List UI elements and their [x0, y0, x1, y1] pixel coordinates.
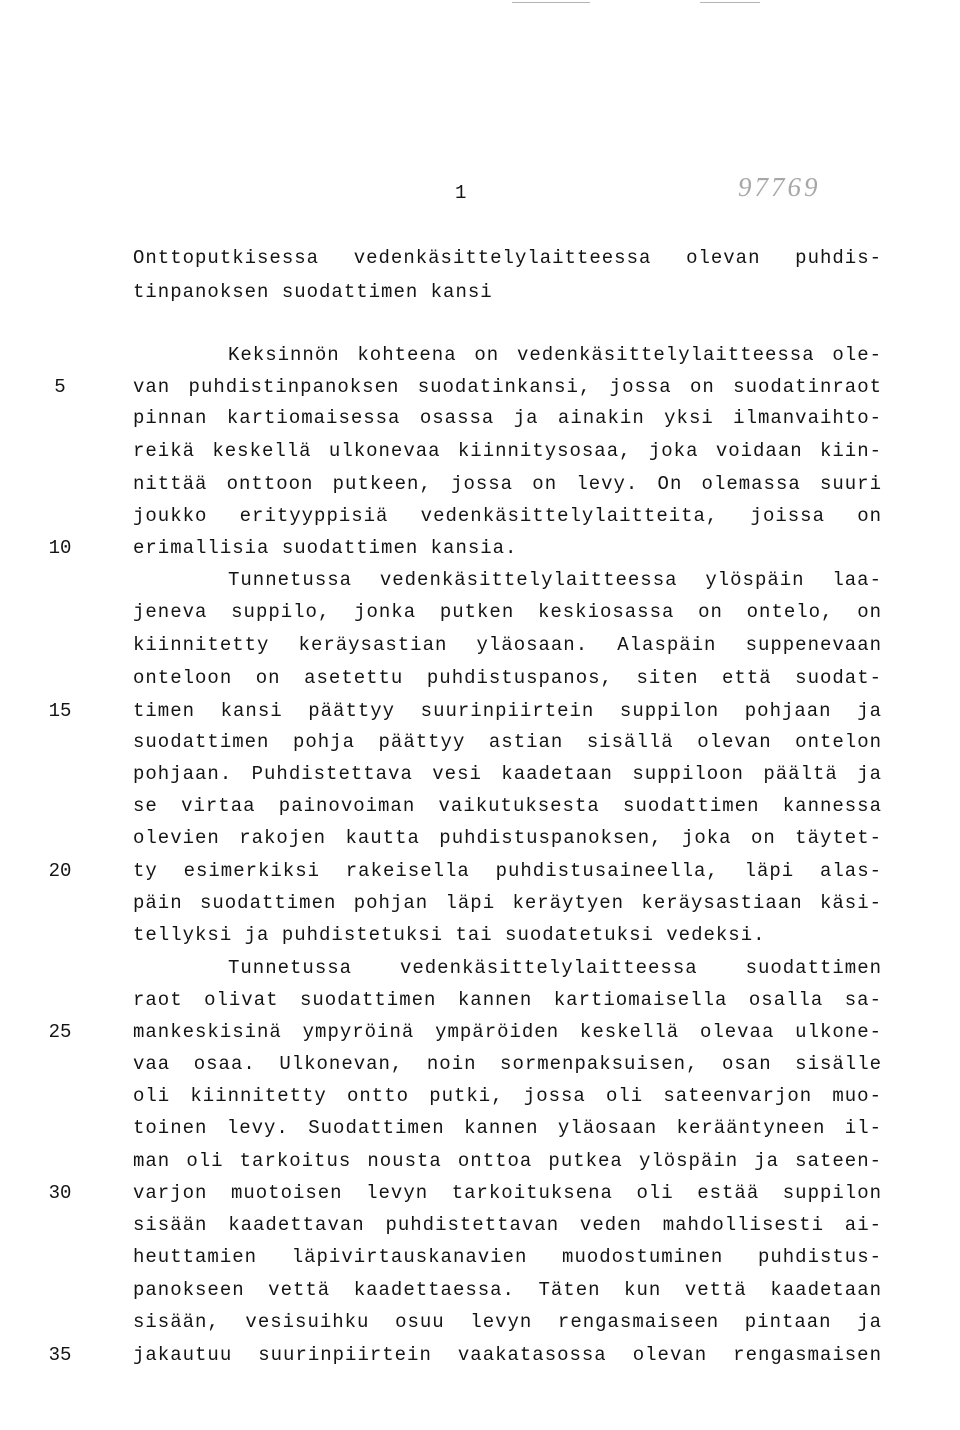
body-line: sisään, vesisuihku osuu levyn rengasmaiseen pintaan ja — [133, 1311, 882, 1333]
body-line: ty esimerkiksi rakeisella puhdistusaineella, läpi alas- — [133, 860, 882, 882]
body-line: Tunnetussa vedenkäsittelylaitteessa ylöspäin laa- — [228, 569, 882, 591]
body-line: joukko erityyppisiä vedenkäsittelylaitteita, joissa on — [133, 505, 882, 527]
margin-line-number: 35 — [48, 1344, 72, 1366]
body-line: jeneva suppilo, jonka putken keskiosassa on ontelo, on — [133, 601, 882, 623]
body-line: man oli tarkoitus nousta onttoa putkea ylöspäin ja sateen- — [133, 1150, 882, 1172]
body-line: sisään kaadettavan puhdistettavan veden mahdollisesti ai- — [133, 1214, 882, 1236]
body-line: erimallisia suodattimen kansia. — [133, 537, 518, 559]
body-line: pinnan kartiomaisessa osassa ja ainakin yksi ilmanvaihto- — [133, 407, 882, 429]
title-line: tinpanoksen suodattimen kansi — [133, 281, 493, 303]
scan-artifact-line — [512, 2, 590, 3]
margin-line-number: 30 — [48, 1182, 72, 1204]
body-line: suodattimen pohja päättyy astian sisällä olevan ontelon — [133, 731, 882, 753]
scan-artifact-line — [700, 2, 760, 3]
title-line: Onttoputkisessa vedenkäsittelylaitteessa olevan puhdis- — [133, 247, 882, 269]
body-line: kiinnitetty keräysastian yläosaan. Alaspäin suppenevaan — [133, 634, 882, 656]
margin-line-number: 15 — [48, 700, 72, 722]
page-number: 1 — [455, 182, 467, 204]
body-line: van puhdistinpanoksen suodatinkansi, jossa on suodatinraot — [133, 376, 882, 398]
body-line: onteloon on asetettu puhdistuspanos, siten että suodat- — [133, 667, 882, 689]
body-line: jakautuu suurinpiirtein vaakatasossa olevan rengasmaisen — [133, 1344, 882, 1366]
body-line: toinen levy. Suodattimen kannen yläosaan kerääntyneen il- — [133, 1117, 882, 1139]
document-number-stamp: 97769 — [738, 172, 821, 202]
body-line: se virtaa painovoiman vaikutuksesta suodattimen kannessa — [133, 795, 882, 817]
body-line: raot olivat suodattimen kannen kartiomaisella osalla sa- — [133, 989, 882, 1011]
body-line: päin suodattimen pohjan läpi keräytyen keräysastiaan käsi- — [133, 892, 882, 914]
margin-line-number: 20 — [48, 860, 72, 882]
body-line: pohjaan. Puhdistettava vesi kaadetaan suppiloon päältä ja — [133, 763, 882, 785]
body-line: Tunnetussa vedenkäsittelylaitteessa suodattimen — [228, 957, 882, 979]
body-line: reikä keskellä ulkonevaa kiinnitysosaa, joka voidaan kiin- — [133, 440, 882, 462]
margin-line-number: 25 — [48, 1021, 72, 1043]
body-line: timen kansi päättyy suurinpiirtein suppilon pohjaan ja — [133, 700, 882, 722]
margin-line-number: 10 — [48, 537, 72, 559]
body-line: vaa osaa. Ulkonevan, noin sormenpaksuisen, osan sisälle — [133, 1053, 882, 1075]
body-line: Keksinnön kohteena on vedenkäsittelylaitteessa ole- — [228, 344, 882, 366]
body-line: panokseen vettä kaadettaessa. Täten kun vettä kaadetaan — [133, 1279, 882, 1301]
body-line: varjon muotoisen levyn tarkoituksena oli estää suppilon — [133, 1182, 882, 1204]
body-line: mankeskisinä ympyröinä ympäröiden keskellä olevaa ulkone- — [133, 1021, 882, 1043]
body-line: oli kiinnitetty ontto putki, jossa oli sateenvarjon muo- — [133, 1085, 882, 1107]
body-line: olevien rakojen kautta puhdistuspanoksen, joka on täytet- — [133, 827, 882, 849]
body-line: heuttamien läpivirtauskanavien muodostuminen puhdistus- — [133, 1246, 882, 1268]
body-line: tellyksi ja puhdistetuksi tai suodatetuksi vedeksi. — [133, 924, 766, 946]
margin-line-number: 5 — [54, 376, 66, 398]
body-line: nittää onttoon putkeen, jossa on levy. On olemassa suuri — [133, 473, 882, 495]
